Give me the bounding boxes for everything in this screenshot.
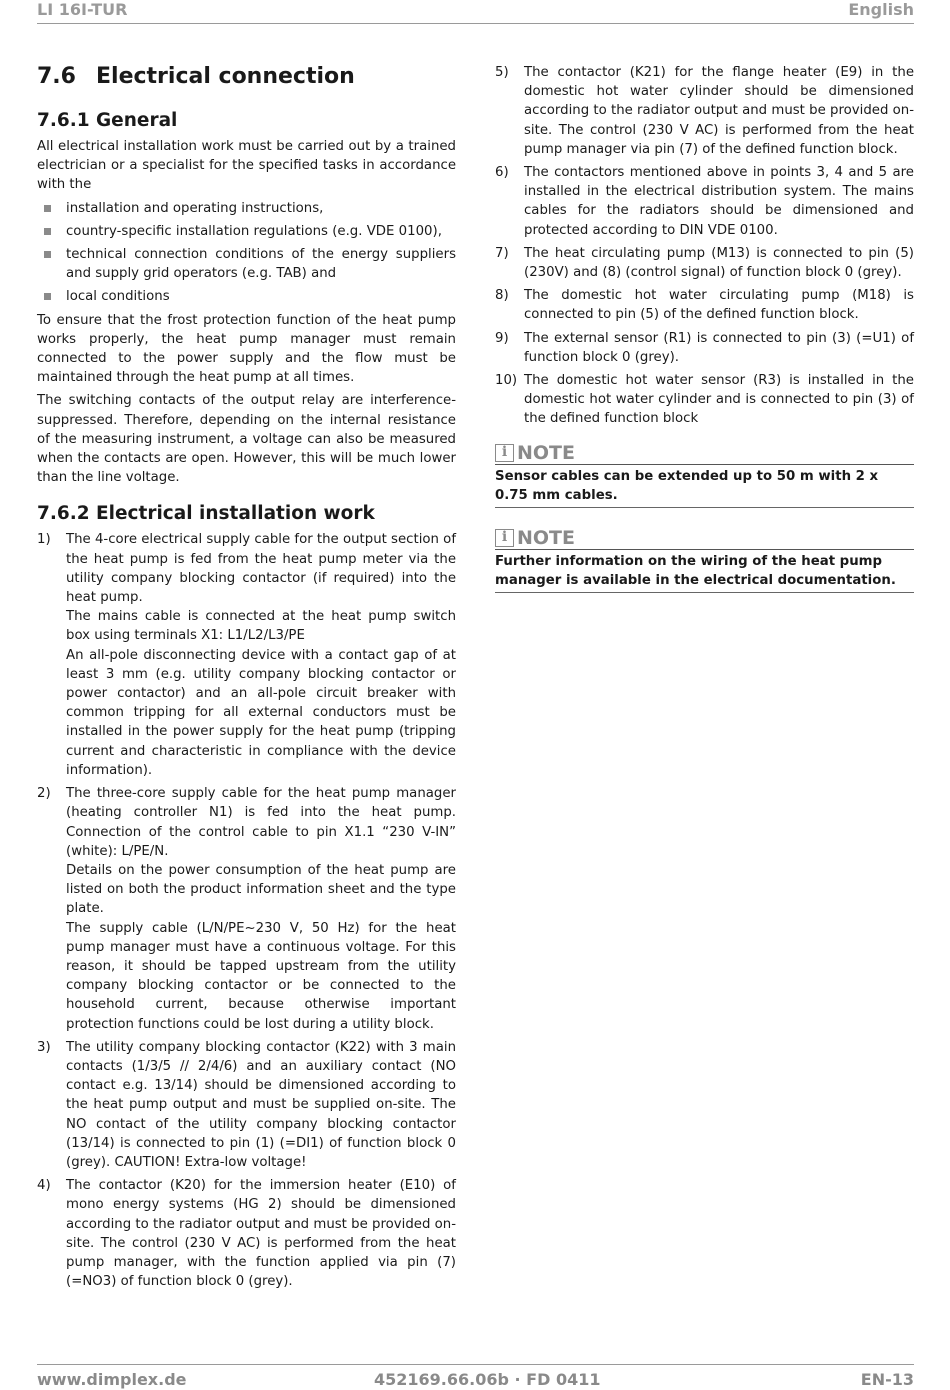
note-box [495, 443, 914, 508]
footer-website-link[interactable]: www.dimplex.de [37, 1370, 187, 1389]
note-title: NOTE [517, 442, 575, 465]
section-title: Electrical connection [96, 64, 355, 89]
list-number: 4) [37, 1178, 51, 1194]
general-paragraph: The switching contacts of the output relay are interference-suppressed. Therefore, depending on the internal resistance of the measuring instrument, a voltage can also be measured when the contacts are open. However, this will be much lower than the line voltage. [37, 393, 456, 486]
info-icon: i [495, 529, 514, 547]
bullet-text: country-specific installation regulations (e.g. VDE 0100), [66, 223, 442, 239]
bullet-text: local conditions [66, 289, 170, 305]
list-item [37, 1038, 456, 1172]
list-paragraph: The contactor (K21) for the flange heater (E9) in the domestic hot water cylinder should be dimensioned according to the radiator output and must be provided on-site. The control (230 V AC) is performed from the heat pump manager via pin (7) of the defined function block. [524, 65, 914, 157]
bullet-square-icon [44, 251, 51, 258]
section-number: 7.6 [37, 64, 76, 89]
list-item [495, 244, 914, 282]
right-column [495, 63, 914, 593]
list-number: 7) [495, 245, 509, 261]
list-item [495, 371, 914, 429]
list-item [495, 329, 914, 367]
section-heading [37, 62, 456, 92]
list-paragraph: The three-core supply cable for the heat pump manager (heating controller N1) is fed into the heat pump. Connection of the control cable to pin X1.1 “230 V-IN” (white): L/PE/N. [66, 786, 456, 859]
header-language: English [848, 0, 914, 19]
list-number: 8) [495, 288, 509, 304]
list-paragraph: An all-pole disconnecting device with a contact gap of at least 3 mm (e.g. utility company blocking contactor or power contactor) and an all-pole circuit breaker with common tripping for all external conductors must be installed in the power supply for the heat pump (tripping current and characteristic in compliance with the device information). [66, 647, 456, 778]
bullet-item [37, 287, 456, 306]
list-number: 5) [495, 65, 509, 80]
list-number: 6) [495, 165, 509, 181]
note-box [495, 528, 914, 593]
subsection-heading-installation [37, 501, 456, 527]
note-title: NOTE [517, 527, 575, 550]
list-paragraph: The contactors mentioned above in points 3, 4 and 5 are installed in the electrical distribution system. The mains cables for the radiators should be dimensioned and protected according to DIN VDE 0100. [524, 165, 914, 238]
footer-document-number: 452169.66.06b · FD 0411 [374, 1370, 601, 1389]
general-intro: All electrical installation work must be carried out by a trained electrician or a specialist for the specified tasks in accordance with the [37, 139, 456, 193]
subsection-heading-general [37, 108, 456, 134]
page-header [37, 0, 914, 24]
list-paragraph: The domestic hot water circulating pump (M18) is connected to pin (5) of the defined function block. [524, 288, 914, 323]
list-number: 9) [495, 330, 509, 346]
list-item [495, 163, 914, 240]
left-column [37, 62, 456, 1295]
list-paragraph: The contactor (K20) for the immersion heater (E10) of mono energy systems (HG 2) should be dimensioned according to the radiator output and must be provided on-site. The control (230 V AC) is performed from the heat pump manager, with the function applied via pin (7) (=NO3) of function block 0 (grey). [66, 1178, 456, 1290]
list-item [37, 784, 456, 1034]
footer-page-number: EN-13 [860, 1370, 914, 1389]
info-icon: i [495, 444, 514, 462]
list-number: 10) [495, 373, 518, 389]
list-item [37, 1176, 456, 1291]
general-bullet-list [37, 199, 456, 307]
header-model: LI 16I-TUR [37, 0, 128, 19]
list-paragraph: The domestic hot water sensor (R3) is installed in the domestic hot water cylinder and is connected to pin (3) of the defined function block [524, 373, 914, 427]
subsection-number: 7.6.1 [37, 110, 90, 131]
list-paragraph: Details on the power consumption of the heat pump are listed on both the product information sheet and the type plate. [66, 862, 456, 917]
page-footer [37, 1364, 914, 1390]
list-paragraph: The heat circulating pump (M13) is connected to pin (5) (230V) and (8) (control signal) of function block 0 (grey). [524, 245, 914, 281]
list-number: 3) [37, 1039, 51, 1055]
list-item [495, 286, 914, 324]
list-item [37, 530, 456, 780]
subsection-title: Electrical installation work [96, 503, 375, 525]
subsection-number: 7.6.2 [37, 503, 90, 525]
list-paragraph: The supply cable (L/N/PE~230 V, 50 Hz) for the heat pump manager must have a continuous voltage. For this reason, it should be tapped upstream from the utility company blocking contactor or be connected to the household current, because otherwise important protection functions could be lost during a utility block. [66, 920, 456, 1032]
list-number: 1) [37, 532, 51, 548]
bullet-text: installation and operating instructions, [66, 200, 324, 216]
bullet-text: technical connection conditions of the energy suppliers and supply grid operators (e.g. TAB) and [66, 247, 456, 282]
list-item [495, 63, 914, 159]
list-paragraph: The 4-core electrical supply cable for the output section of the heat pump is fed from the heat pump meter via the utility company blocking contactor (if required) into the heat pump. [66, 532, 456, 606]
note-text: Sensor cables can be extended up to 50 m with 2 x 0.75 mm cables. [495, 468, 879, 503]
note-header [495, 443, 914, 465]
bullet-item [37, 245, 456, 283]
list-paragraph: The external sensor (R1) is connected to pin (3) (=U1) of function block 0 (grey). [524, 330, 914, 365]
installation-list-continued [495, 63, 914, 429]
bullet-square-icon [44, 205, 51, 212]
general-paragraph: To ensure that the frost protection function of the heat pump works properly, the heat pump manager must remain connected to the power supply and the flow must be maintained through the heat pump at all times. [37, 312, 456, 386]
bullet-square-icon [44, 228, 51, 235]
bullet-square-icon [44, 293, 51, 300]
list-paragraph: The utility company blocking contactor (K22) with 3 main contacts (1/3/5 // 2/4/6) and an auxiliary contact (NO contact e.g. 13/14) should be dimensioned according to the heat pump output and must be supplied on-site. The NO contact of the utility company blocking contactor (13/14) is connected to pin (1) (=DI1) of function block 0 (grey). CAUTION! Extra-low voltage! [66, 1039, 456, 1170]
installation-list [37, 530, 456, 1291]
bullet-item [37, 222, 456, 241]
note-text: Further information on the wiring of the heat pump manager is available in the electrical documentation. [495, 553, 896, 588]
bullet-item [37, 199, 456, 218]
note-header [495, 528, 914, 550]
subsection-title: General [96, 110, 178, 131]
list-paragraph: The mains cable is connected at the heat pump switch box using terminals X1: L1/L2/L3/PE [66, 609, 456, 644]
list-number: 2) [37, 786, 51, 802]
